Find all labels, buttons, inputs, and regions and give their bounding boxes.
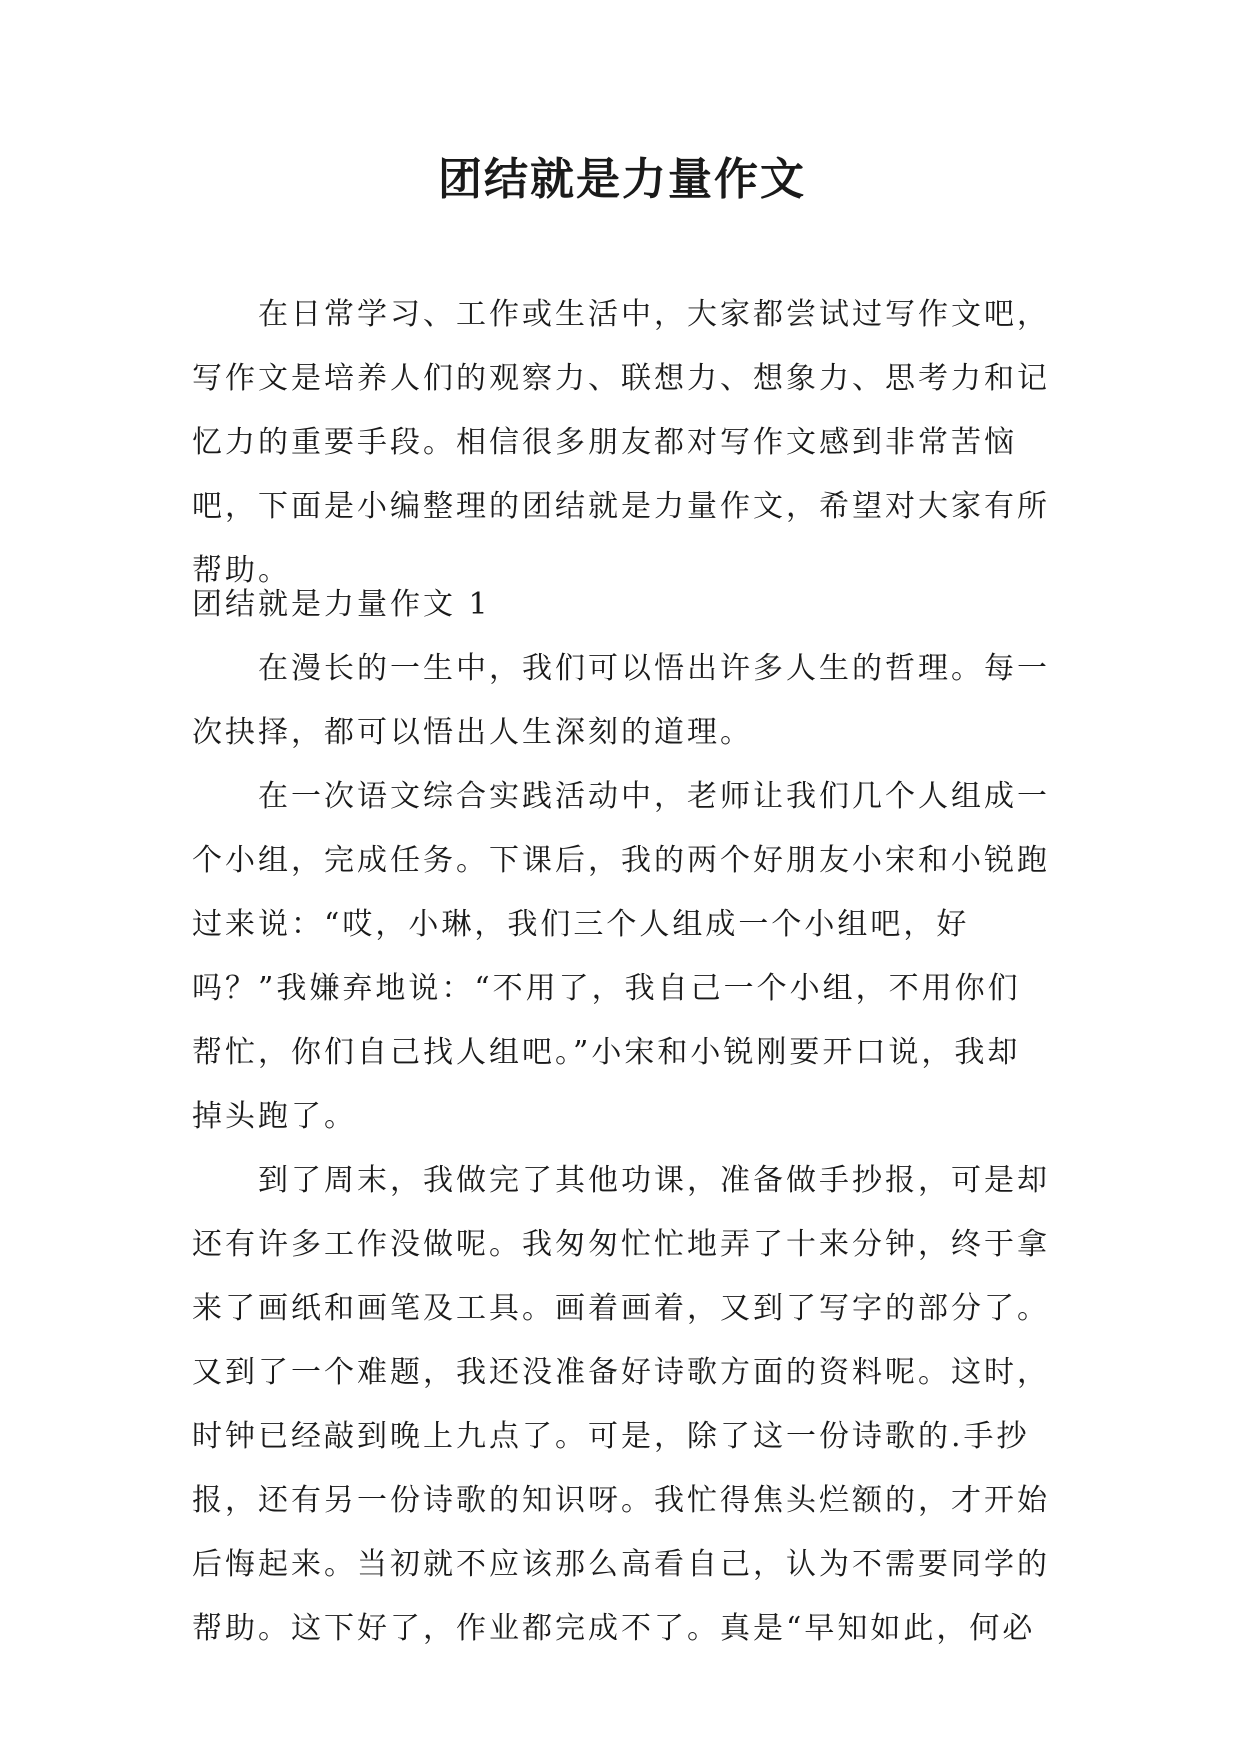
essay-paragraph-3: 到了周末，我做完了其他功课，准备做手抄报，可是却还有许多工作没做呢。我匆匆忙忙地弄了十来分钟，终于拿来了画纸和画笔及工具。画着画着，又到了写字的部分了。又到了一个难题，我还没准备好诗歌方面的资料呢。这时，时钟已经敲到晚上九点了。可是，除了这一份诗歌的.手抄报，还有另一份诗歌的知识呀。我忙得焦头烂额的，才开始后悔起来。当初就不应该那么高看自己，认为不需要同学的帮助。这下好了，作业都完成不了。真是“早知如此，何必 [192, 1163, 1050, 1646]
intro-section [192, 283, 1052, 603]
section-heading: 团结就是力量作文 1 [192, 587, 491, 622]
document-title: 团结就是力量作文 [438, 154, 806, 205]
essay-section [192, 573, 1052, 1661]
essay-paragraph-1: 在漫长的一生中，我们可以悟出许多人生的哲理。每一次抉择，都可以悟出人生深刻的道理。 [192, 651, 1050, 750]
essay-paragraph-2: 在一次语文综合实践活动中，老师让我们几个人组成一个小组，完成任务。下课后，我的两个好朋友小宋和小锐跑过来说：“哎，小琳，我们三个人组成一个小组吧，好吗？”我嫌弃地说：“不用了，我自己一个小组，不用你们帮忙，你们自己找人组吧。”小宋和小锐刚要开口说，我却掉头跑了。 [192, 779, 1050, 1134]
intro-paragraph: 在日常学习、工作或生活中，大家都尝试过写作文吧，写作文是培养人们的观察力、联想力、想象力、思考力和记忆力的重要手段。相信很多朋友都对写作文感到非常苦恼吧，下面是小编整理的团结就是力量作文，希望对大家有所帮助。 [192, 297, 1050, 588]
